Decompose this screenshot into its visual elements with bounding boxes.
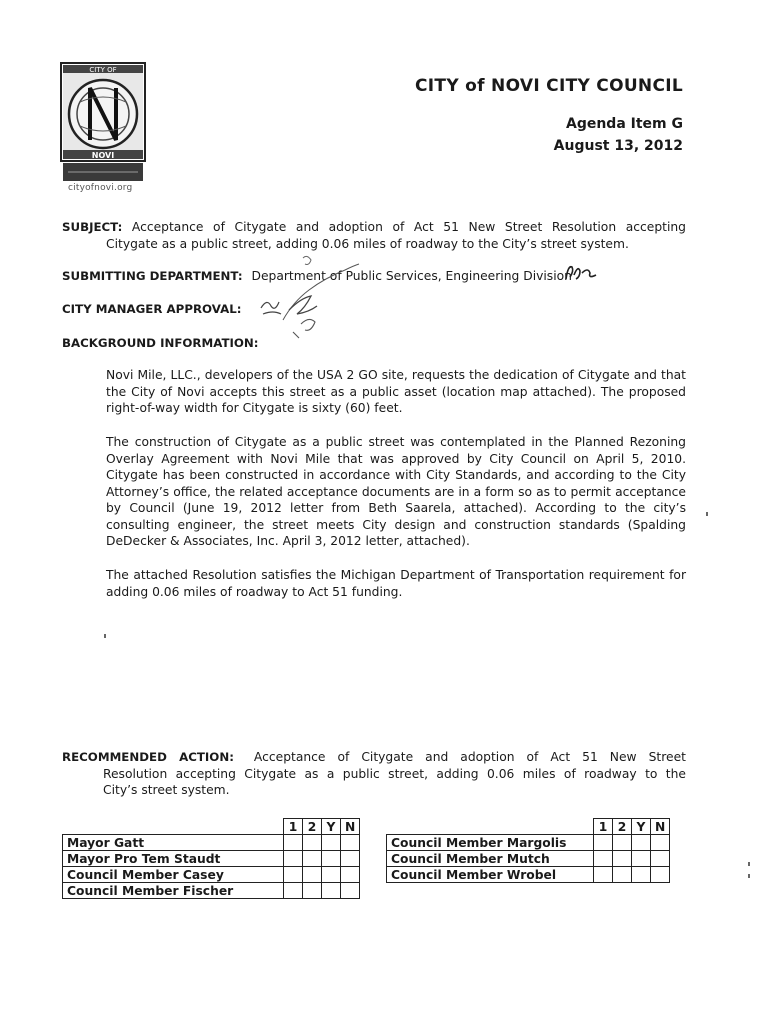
vote-row [387,867,670,883]
scan-mark [748,862,750,866]
background-heading [62,335,259,352]
submitting-department-label: SUBMITTING DEPARTMENT: [62,269,243,283]
background-paragraph-2: The construction of Citygate as a public street was contemplated in the Planned Rezoning Overlay Agreement with Novi Mile that was approved by City Council on April 5, 2010. Citygate has been constructed in accordance with City Standards, and according to the City Attorney’s office, the related acceptance documents are in a form so as to permit acceptance by Council (June 19, 2012 letter from Beth Saarela, attached). According to the city’s consulting engineer, the street meets City design and construction standards (Spalding DeDecker & Associates, Inc. April 3, 2012 letter, attached). [106,435,686,548]
manager-signature [253,250,363,345]
vote-col-2: 2 [613,819,632,835]
initials-signature [562,261,600,285]
subject-label: SUBJECT: [62,220,123,234]
member-name: Mayor Pro Tem Staudt [63,851,284,867]
background-paragraph-3: The attached Resolution satisfies the Michigan Department of Transportation requirement for adding 0.06 miles of roadway to Act 51 funding. [106,568,686,599]
vote-col-y: Y [322,819,341,835]
agenda-date: August 13, 2012 [553,138,683,154]
vote-row [387,851,670,867]
subject-block [62,219,686,252]
vote-col-2: 2 [303,819,322,835]
vote-row [63,835,360,851]
vote-row [387,835,670,851]
vote-row [63,867,360,883]
submitting-department-value: Department of Public Services, Engineering Division [251,269,572,283]
member-name: Council Member Mutch [387,851,594,867]
vote-table-right [386,818,670,883]
svg-text:CITY OF: CITY OF [89,66,117,74]
subject-line-1: Acceptance of Citygate and adoption of Act 51 New Street Resolution accepting [131,220,686,234]
vote-col-1: 1 [594,819,613,835]
subject-line-2: Citygate as a public street, adding 0.06 miles of roadway to the City’s street system. [106,236,629,251]
recommended-action-line-1: Acceptance of Citygate and adoption of Act 51 New Street [253,750,686,764]
city-seal-logo [60,62,146,184]
scan-mark [748,874,750,878]
recommended-action-label: RECOMMENDED ACTION: [62,750,234,764]
member-name: Council Member Wrobel [387,867,594,883]
member-name: Council Member Fischer [63,883,284,899]
logo-url: cityofnovi.org [68,183,133,193]
agenda-item: Agenda Item G [565,116,683,132]
svg-text:NOVI: NOVI [91,151,115,160]
recommended-action-line-2: Resolution accepting Citygate as a public street, adding 0.06 miles of roadway to the [103,766,686,781]
member-name: Council Member Margolis [387,835,594,851]
vote-col-1: 1 [284,819,303,835]
member-name: Council Member Casey [63,867,284,883]
vote-col-n: N [341,819,360,835]
recommended-action [62,749,686,799]
scan-mark [706,512,708,516]
recommended-action-line-3: City’s street system. [103,783,230,797]
council-title: CITY of NOVI CITY COUNCIL [415,76,683,96]
scan-mark [104,634,106,638]
background-paragraph-1: Novi Mile, LLC., developers of the USA 2 GO site, requests the dedication of Citygate and that the City of Novi accepts this street as a public asset (location map attached). The proposed right-of-way width for Citygate is sixty (60) feet. [106,368,686,415]
vote-col-n: N [651,819,670,835]
vote-table-left [62,818,360,899]
member-name: Mayor Gatt [63,835,284,851]
city-manager-approval-label: CITY MANAGER APPROVAL: [62,302,242,316]
vote-row [63,883,360,899]
vote-row [63,851,360,867]
city-manager-approval [62,301,241,318]
vote-col-y: Y [632,819,651,835]
background-label: BACKGROUND INFORMATION: [62,336,259,350]
